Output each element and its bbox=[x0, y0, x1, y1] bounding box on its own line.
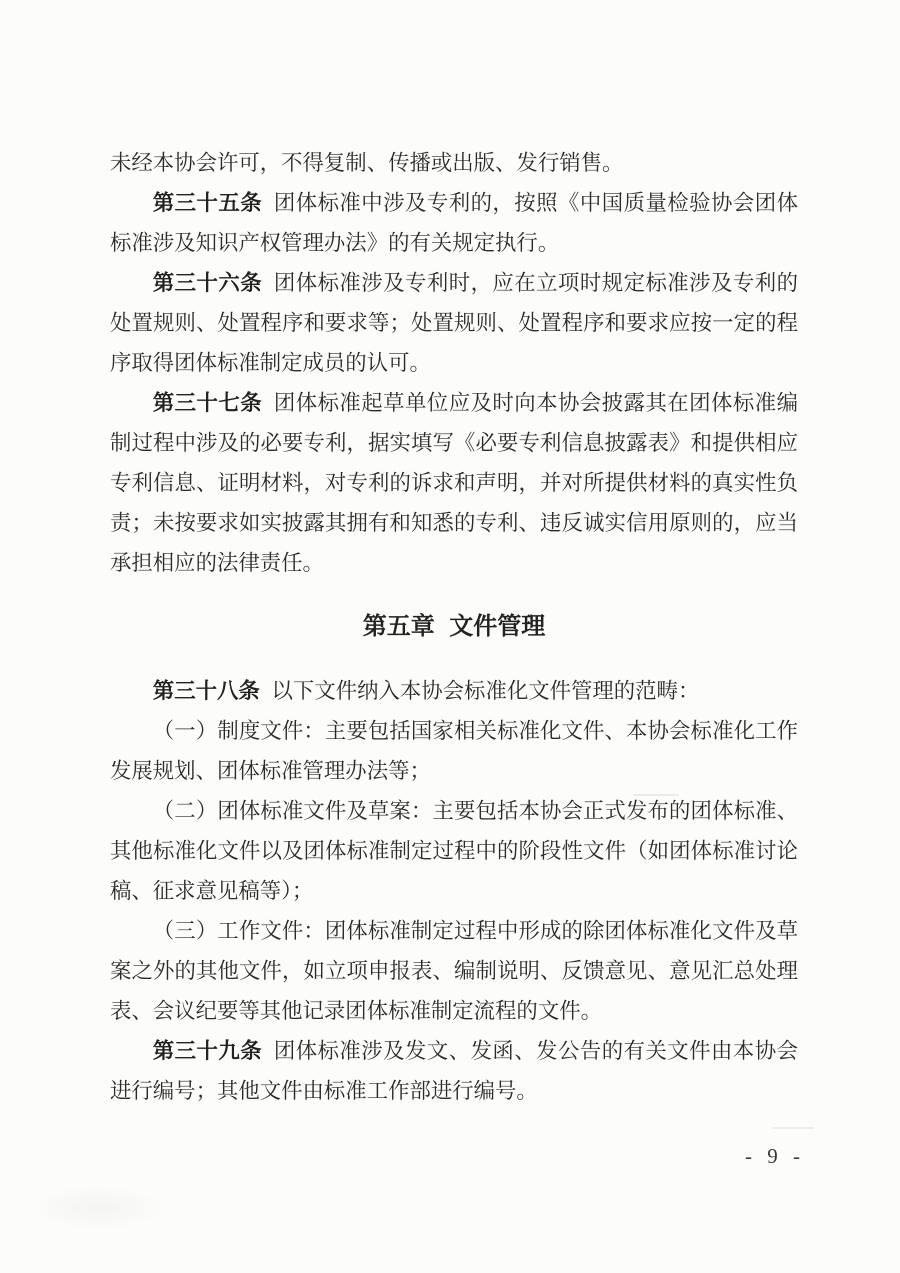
paragraph-text: 团体标准涉及专利时，应在立项时规定标准涉及专利的处置规则、处置程序和要求等；处置规则、处置程序和要求应按一定的程序取得团体标准制定成员的认可。 bbox=[110, 271, 798, 375]
article-36-label: 第三十六条 bbox=[152, 271, 263, 295]
scan-artifact bbox=[772, 1127, 814, 1129]
scan-artifact bbox=[28, 1185, 168, 1231]
paragraph-text: 以下文件纳入本协会标准化文件管理的范畴： bbox=[271, 679, 700, 703]
paragraph-article-36 bbox=[110, 263, 798, 383]
paragraph-text: （三）工作文件：团体标准制定过程中形成的除团体标准化文件及草案之外的其他文件，如立项申报表、编制说明、反馈意见、意见汇总处理表、会议纪要等其他记录团体标准制定流程的文件。 bbox=[110, 919, 798, 1023]
scan-artifact bbox=[633, 794, 679, 796]
article-37-label: 第三十七条 bbox=[152, 391, 263, 415]
paragraph-text: 团体标准中涉及专利的，按照《中国质量检验协会团体标准涉及知识产权管理办法》的有关规定执行。 bbox=[110, 191, 798, 255]
paragraph-continuation bbox=[110, 143, 798, 183]
paragraph-text: 团体标准涉及发文、发函、发公告的有关文件由本协会进行编号；其他文件由标准工作部进行编号。 bbox=[110, 1039, 798, 1103]
article-39-label: 第三十九条 bbox=[152, 1039, 263, 1063]
paragraph-article-35 bbox=[110, 183, 798, 263]
document-body bbox=[110, 143, 798, 1111]
article-38-label: 第三十八条 bbox=[152, 679, 260, 703]
article-35-label: 第三十五条 bbox=[152, 191, 263, 215]
paragraph-article-39 bbox=[110, 1031, 798, 1111]
paragraph-text: （一）制度文件：主要包括国家相关标准化文件、本协会标准化工作发展规划、团体标准管理办法等； bbox=[110, 719, 798, 783]
paragraph-text: 未经本协会许可，不得复制、传播或出版、发行销售。 bbox=[110, 151, 624, 175]
paragraph-item-1 bbox=[110, 711, 798, 791]
page-number: - 9 - bbox=[745, 1144, 805, 1168]
paragraph-article-38 bbox=[110, 671, 798, 711]
chapter-heading: 第五章 文件管理 bbox=[362, 614, 546, 640]
paragraph-text: （二）团体标准文件及草案：主要包括本协会正式发布的团体标准、其他标准化文件以及团体标准制定过程中的阶段性文件（如团体标准讨论稿、征求意见稿等）； bbox=[110, 799, 798, 903]
paragraph-item-2 bbox=[110, 791, 798, 911]
paragraph-article-37 bbox=[110, 383, 798, 583]
paragraph-text: 团体标准起草单位应及时向本协会披露其在团体标准编制过程中涉及的必要专利，据实填写《必要专利信息披露表》和提供相应专利信息、证明材料，对专利的诉求和声明，并对所提供材料的真实性负责；未按要求如实披露其拥有和知悉的专利、违反诚实信用原则的，应当承担相应的法律责任。 bbox=[110, 391, 798, 575]
paragraph-item-3 bbox=[110, 911, 798, 1031]
